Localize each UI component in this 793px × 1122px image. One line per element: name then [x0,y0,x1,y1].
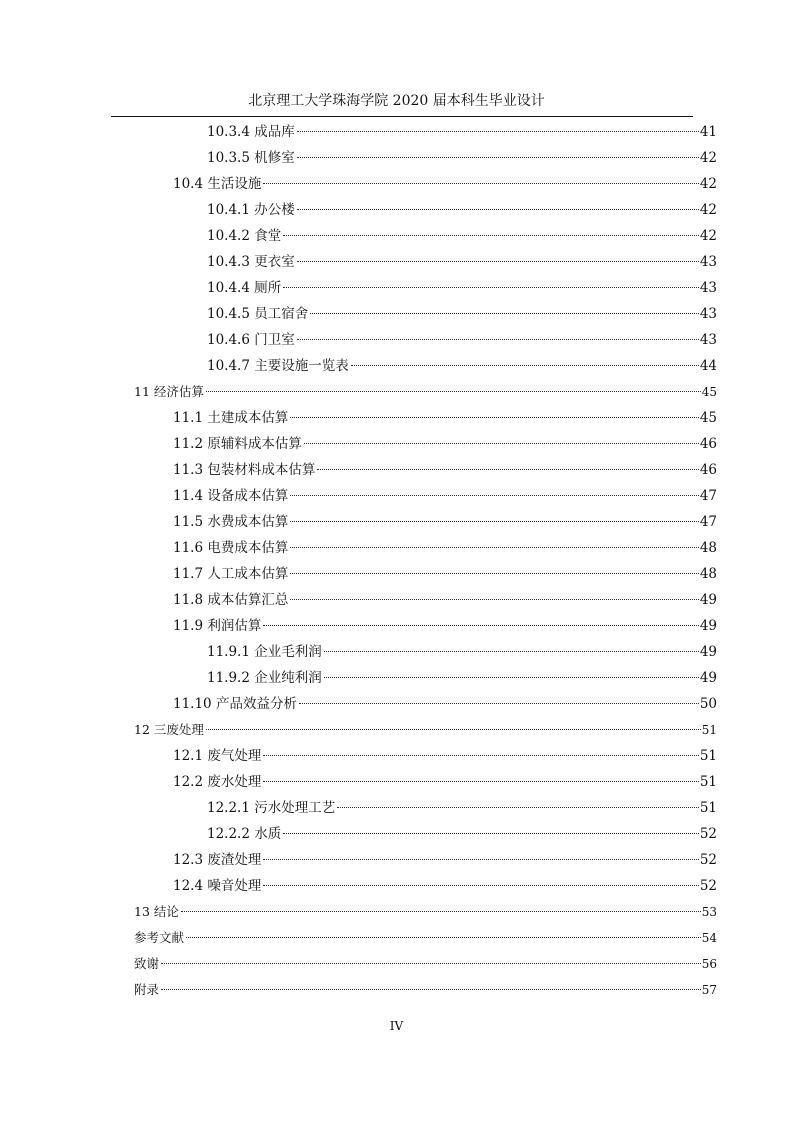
toc-entry[interactable] [207,667,717,689]
toc-entry-page: 46 [699,436,717,452]
toc-entry[interactable] [173,563,717,585]
toc-entry-label: 附录 [134,982,160,997]
toc-entry-page: 57 [701,983,717,997]
toc-dot-leader [299,703,699,704]
header-rule [111,116,693,117]
toc-entry[interactable] [207,277,717,299]
toc-dot-leader [297,261,699,262]
toc-entry-label: 12.3 废渣处理 [173,852,262,868]
toc-dot-leader [263,183,698,184]
toc-entry[interactable] [173,173,717,195]
toc-entry[interactable] [173,485,717,507]
toc-entry-label: 11.9 利润估算 [173,618,262,634]
toc-entry-label: 10.3.4 成品库 [207,124,295,140]
toc-entry-label: 12 三废处理 [134,722,204,737]
toc-dot-leader [263,781,698,782]
toc-dot-leader [161,989,701,990]
toc-dot-leader [337,807,699,808]
toc-dot-leader [181,911,701,912]
toc-entry-page: 44 [699,358,717,374]
toc-entry[interactable] [207,641,717,663]
toc-entry-page: 53 [701,905,717,919]
toc-entry-page: 43 [699,280,717,296]
toc-entry-label: 12.4 噪音处理 [173,878,262,894]
toc-entry[interactable] [207,303,717,325]
toc-entry-page: 47 [699,488,717,504]
toc-entry[interactable] [134,719,717,741]
toc-dot-leader [186,937,701,938]
toc-entry-label: 10.4.7 主要设施一览表 [207,358,349,374]
toc-dot-leader [161,963,701,964]
header-title: 北京理工大学珠海学院 2020 届本科生毕业设计 [248,93,545,109]
toc-entry-label: 11.2 原辅料成本估算 [173,436,302,452]
toc-dot-leader [297,157,699,158]
toc-entry[interactable] [207,251,717,273]
toc-entry-page: 41 [699,124,717,140]
toc-entry-page: 42 [699,228,717,244]
toc-entry-label: 12.1 废气处理 [173,748,262,764]
toc-entry-label: 11.6 电费成本估算 [173,540,289,556]
toc-dot-leader [290,521,698,522]
toc-entry[interactable] [207,147,717,169]
toc-entry-label: 10.4.5 员工宿舍 [207,306,309,322]
toc-entry[interactable] [173,875,717,897]
toc-entry[interactable] [207,121,717,143]
toc-entry-label: 10.4 生活设施 [173,176,262,192]
toc-entry[interactable] [134,953,717,975]
toc-entry-label: 13 结论 [134,904,179,919]
toc-entry-page: 49 [699,618,717,634]
toc-dot-leader [290,495,698,496]
toc-entry-label: 10.4.4 厕所 [207,280,282,296]
toc-entry[interactable] [173,615,717,637]
toc-dot-leader [206,729,701,730]
toc-entry-page: 51 [701,723,717,737]
toc-dot-leader [263,859,698,860]
toc-entry-label: 12.2 废水处理 [173,774,262,790]
toc-dot-leader [297,339,699,340]
toc-dot-leader [317,469,698,470]
toc-entry-page: 54 [701,931,717,945]
toc-entry[interactable] [134,979,717,1001]
toc-entry-page: 43 [699,306,717,322]
toc-dot-leader [206,391,701,392]
toc-entry-page: 49 [699,670,717,686]
toc-entry[interactable] [134,901,717,923]
toc-entry-page: 45 [701,385,717,399]
toc-entry-label: 11.9.2 企业纯利润 [207,670,322,686]
toc-dot-leader [263,625,698,626]
toc-entry[interactable] [173,511,717,533]
toc-entry-page: 50 [699,696,717,712]
toc-entry-label: 10.4.6 门卫室 [207,332,295,348]
page-number: IV [389,1019,404,1033]
toc-entry-label: 10.3.5 机修室 [207,150,295,166]
toc-entry[interactable] [173,849,717,871]
toc-dot-leader [283,235,699,236]
toc-entry-label: 10.4.3 更衣室 [207,254,295,270]
toc-entry[interactable] [173,459,717,481]
toc-dot-leader [290,547,698,548]
toc-entry-page: 47 [699,514,717,530]
toc-dot-leader [324,651,699,652]
toc-dot-leader [297,131,699,132]
toc-entry[interactable] [173,693,717,715]
toc-dot-leader [310,313,699,314]
toc-entry-page: 46 [699,462,717,478]
toc-dot-leader [290,599,698,600]
toc-entry-page: 43 [699,254,717,270]
toc-entry-label: 11.3 包装材料成本估算 [173,462,316,478]
toc-entry-label: 12.2.1 污水处理工艺 [207,800,336,816]
toc-entry[interactable] [173,745,717,767]
toc-dot-leader [351,365,699,366]
toc-entry-label: 10.4.1 办公楼 [207,202,295,218]
toc-entry[interactable] [173,433,717,455]
toc-dot-leader [304,443,699,444]
toc-entry-label: 11.8 成本估算汇总 [173,592,289,608]
toc-entry[interactable] [173,589,717,611]
toc-entry-page: 48 [699,566,717,582]
toc-entry-page: 45 [699,410,717,426]
toc-dot-leader [283,833,699,834]
toc-entry[interactable] [173,771,717,793]
toc-entry-page: 52 [699,852,717,868]
toc-entry-page: 49 [699,644,717,660]
toc-entry[interactable] [207,225,717,247]
toc-entry-label: 致谢 [134,956,160,971]
toc-entry-label: 11.1 土建成本估算 [173,410,289,426]
toc-entry-page: 49 [699,592,717,608]
toc-dot-leader [283,287,699,288]
toc-entry-label: 11.5 水费成本估算 [173,514,289,530]
toc-entry-page: 43 [699,332,717,348]
toc-entry[interactable] [207,797,717,819]
toc-entry-label: 11 经济估算 [134,384,204,399]
toc-dot-leader [324,677,699,678]
toc-dot-leader [290,573,698,574]
toc-entry[interactable] [134,927,717,949]
toc-entry-label: 11.10 产品效益分析 [173,696,297,712]
toc-entry[interactable] [207,199,717,221]
toc-entry-label: 10.4.2 食堂 [207,228,282,244]
toc-entry-label: 11.9.1 企业毛利润 [207,644,322,660]
toc-entry-page: 48 [699,540,717,556]
toc-dot-leader [290,417,698,418]
toc-entry-label: 11.4 设备成本估算 [173,488,289,504]
toc-entry[interactable] [207,823,717,845]
toc-entry-label: 11.7 人工成本估算 [173,566,289,582]
toc-entry-page: 42 [699,202,717,218]
toc-entry[interactable] [207,355,717,377]
toc-entry-page: 51 [699,748,717,764]
toc-entry[interactable] [173,407,717,429]
toc-entry-page: 42 [699,150,717,166]
toc-dot-leader [263,755,698,756]
toc-entry[interactable] [207,329,717,351]
toc-entry-page: 52 [699,878,717,894]
toc-entry-page: 52 [699,826,717,842]
toc-entry-page: 51 [699,800,717,816]
toc-entry-page: 42 [699,176,717,192]
toc-entry[interactable] [173,537,717,559]
toc-dot-leader [297,209,699,210]
toc-entry-label: 12.2.2 水质 [207,826,282,842]
toc-entry-page: 51 [699,774,717,790]
toc-entry-page: 56 [701,957,717,971]
toc-dot-leader [263,885,698,886]
toc-entry[interactable] [134,381,717,403]
toc-entry-label: 参考文献 [134,930,185,945]
